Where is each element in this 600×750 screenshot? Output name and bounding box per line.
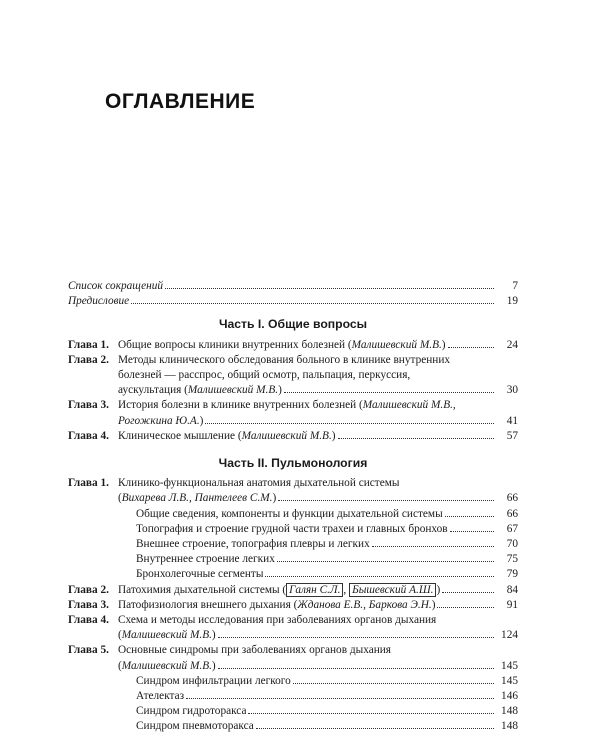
page-title: ОГЛАВЛЕНИЕ: [105, 90, 256, 113]
leader-dots: [448, 347, 494, 348]
leader-dots: [442, 592, 494, 593]
toc-entry-text: Топография и строение грудной части трахеи и главных бронхов: [136, 522, 448, 535]
toc-entry-text: (Малишевский М.В.): [118, 659, 216, 672]
toc-entry-text: Методы клинического обследования больного в клинике внутренних: [118, 353, 451, 366]
toc-entry-text: Синдром инфильтрации легкого: [136, 674, 291, 687]
toc-entry-text: (Малишевский М.В.): [118, 629, 216, 642]
toc-entry-text: Бронхолегочные сегменты: [136, 568, 264, 581]
toc-entry-text: Основные синдромы при заболеваниях органов дыхания: [118, 644, 392, 657]
page-number: 19: [506, 295, 518, 308]
page-number: 66: [506, 507, 518, 520]
page-number: 67: [506, 522, 518, 535]
page-number: 41: [506, 414, 518, 427]
author-box: Галян С.Л.: [286, 583, 343, 597]
chapter-label: Глава 1.: [68, 338, 109, 351]
toc-entry-text: аускультация (Малишевский М.В.): [118, 384, 282, 397]
page-number: 75: [506, 553, 518, 566]
leader-dots: [186, 698, 494, 699]
toc-subsection[interactable]: [68, 522, 518, 537]
leader-dots: [284, 392, 494, 393]
chapter-label: Глава 2.: [68, 583, 109, 596]
page-number: 148: [501, 705, 518, 718]
page-number: 79: [506, 568, 518, 581]
page-number: 146: [501, 690, 518, 703]
leader-dots: [131, 303, 494, 304]
toc-entry-part2-chapter5[interactable]: [68, 643, 518, 673]
toc-entry-part2-chapter2[interactable]: [68, 583, 518, 598]
toc-subsection[interactable]: [68, 674, 518, 689]
toc-entry-text: Рогожкина Ю.А.): [118, 414, 204, 427]
toc-entry-text: История болезни в клинике внутренних болезней (Малишевский М.В.,: [118, 399, 456, 412]
leader-dots: [165, 288, 494, 289]
toc-subsection[interactable]: [68, 567, 518, 582]
leader-dots: [256, 728, 494, 729]
chapter-label: Глава 5.: [68, 644, 109, 657]
toc-subsection[interactable]: [68, 704, 518, 719]
toc-subsection[interactable]: [68, 689, 518, 704]
leader-dots: [248, 713, 494, 714]
chapter-label: Глава 3.: [68, 598, 109, 611]
toc-entry-preface[interactable]: [68, 294, 518, 309]
toc-subsection[interactable]: [68, 537, 518, 552]
toc-entry-text: Клинико-функциональная анатомия дыхательной системы: [118, 477, 400, 490]
chapter-label: Глава 3.: [68, 399, 109, 412]
leader-dots: [205, 423, 494, 424]
toc-entry-text: (Вихарева Л.В., Пантелеев С.М.): [118, 492, 277, 505]
toc-entry-text: Предисловие: [68, 295, 130, 308]
toc-subsection[interactable]: [68, 507, 518, 522]
toc-entry-text: Синдром гидроторакса: [136, 705, 247, 718]
page-number: 148: [501, 720, 518, 733]
toc-entry-text: Общие вопросы клиники внутренних болезней (Малишевский М.В.): [118, 338, 446, 351]
leader-dots: [338, 438, 494, 439]
toc-entry-text: Синдром пневмоторакса: [136, 720, 254, 733]
leader-dots: [278, 500, 494, 501]
toc-entry-part1-chapter2[interactable]: [68, 353, 518, 399]
toc-subsection[interactable]: [68, 719, 518, 734]
toc-entry-part1-chapter3[interactable]: [68, 398, 518, 428]
toc-entry-part2-chapter4[interactable]: [68, 613, 518, 643]
table-of-contents: [68, 279, 518, 735]
part-1-title: Часть I. Общие вопросы: [218, 317, 368, 332]
toc-entry-text: Клиническое мышление (Малишевский М.В.): [118, 429, 336, 442]
leader-dots: [293, 683, 494, 684]
toc-entry-text: Схема и методы исследования при заболеваниях органов дыхания: [118, 614, 437, 627]
page-number: 91: [506, 598, 518, 611]
leader-dots: [218, 637, 494, 638]
toc-entry-text: Список сокращений: [68, 280, 164, 292]
toc-entry-text: Патофизиология внешнего дыхания (Жданова Е.В., Баркова Э.Н.): [118, 598, 436, 611]
page-number: 145: [501, 674, 518, 687]
author-box: Бышевский А.Ш.: [349, 583, 436, 597]
toc-entry-text: Внешнее строение, топография плевры и легких: [136, 538, 370, 551]
chapter-label: Глава 4.: [68, 614, 109, 627]
toc-entry-part2-chapter3[interactable]: [68, 598, 518, 613]
page-number: 84: [506, 583, 518, 596]
toc-entry-text: болезней — расспрос, общий осмотр, пальпация, перкуссия,: [118, 369, 411, 382]
part-2-title: Часть II. Пульмонология: [218, 456, 368, 471]
leader-dots: [445, 516, 494, 517]
page-number: 145: [501, 659, 518, 672]
leader-dots: [277, 561, 494, 562]
leader-dots: [265, 576, 494, 577]
toc-entry-text: Патохимия дыхательной системы ( Галян С.Л. , Бышевский А.Ш. ): [118, 583, 441, 596]
page-number: 70: [506, 538, 518, 551]
toc-entry-part2-chapter1[interactable]: [68, 476, 518, 506]
toc-entry-part1-chapter1[interactable]: [68, 338, 518, 353]
page-number: 30: [506, 384, 518, 397]
page-number: 57: [506, 429, 518, 442]
toc-entry-text: Общие сведения, компоненты и функции дыхательной системы: [136, 507, 443, 520]
leader-dots: [450, 531, 494, 532]
toc-entry-text: Внутреннее строение легких: [136, 553, 275, 566]
page-number: 66: [506, 492, 518, 505]
page-number: 7: [512, 280, 518, 292]
leader-dots: [437, 607, 494, 608]
leader-dots: [218, 668, 494, 669]
toc-entry-text: Ателектаз: [136, 690, 185, 703]
page-number: 24: [506, 338, 518, 351]
toc-entry-part1-chapter4[interactable]: [68, 429, 518, 444]
page-number: 124: [501, 629, 518, 642]
chapter-label: Глава 4.: [68, 429, 109, 442]
toc-subsection[interactable]: [68, 552, 518, 567]
chapter-label: Глава 1.: [68, 477, 109, 490]
chapter-label: Глава 2.: [68, 353, 109, 366]
toc-entry-abbreviations[interactable]: [68, 279, 518, 294]
leader-dots: [372, 546, 494, 547]
